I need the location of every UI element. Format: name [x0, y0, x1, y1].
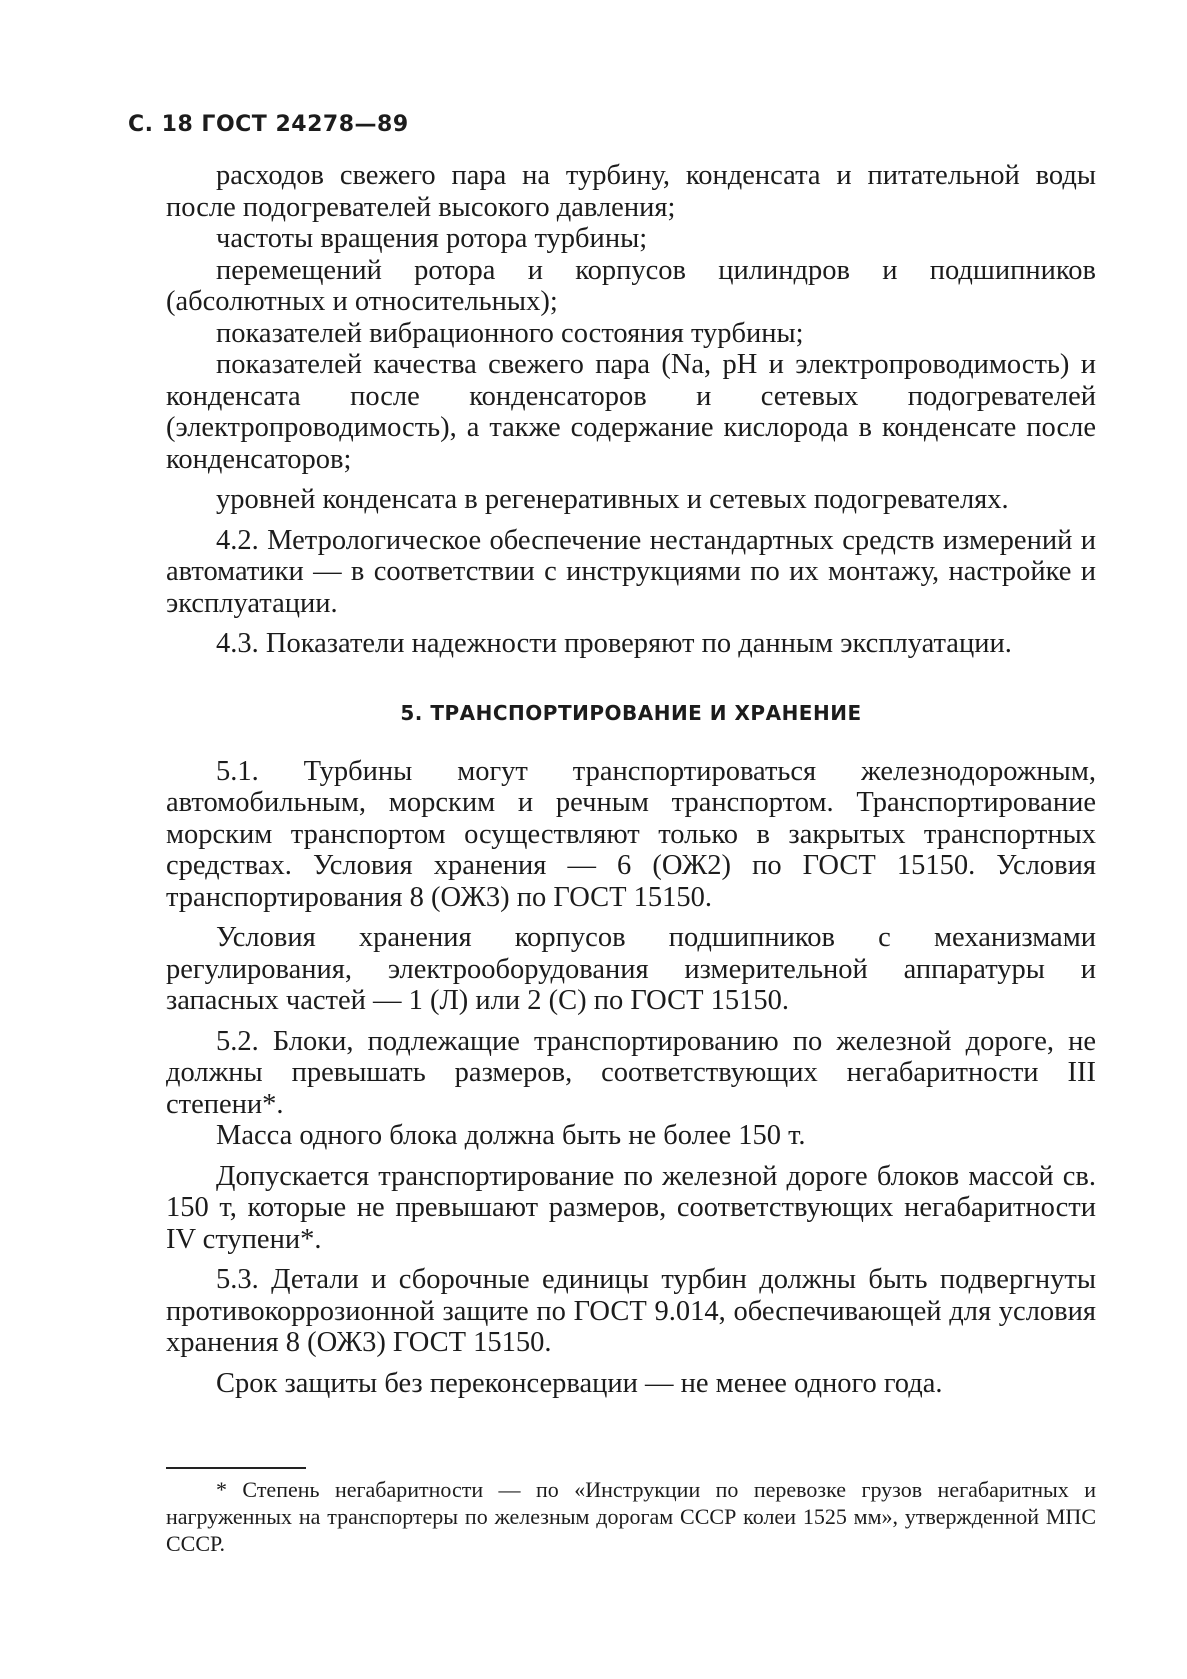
- paragraph-protection-term: Срок защиты без переконсервации — не менее одного года.: [216, 1367, 943, 1399]
- list-item-rotor-displacement: перемещений ротора и корпусов цилиндров и подшипников (абсолютных и относительных);: [166, 254, 1096, 317]
- paragraph-block-mass: Масса одного блока должна быть не более 150 т.: [216, 1120, 806, 1151]
- list-item-steam-quality: показателей качества свежего пара (Na, pH и электропроводимость) и конденсата после конденсаторов и сетевых подогревателей (электропроводимость), а также содержание кислорода в конденсате после конденсаторов;: [166, 349, 1096, 475]
- paragraph-5-1: 5.1. Турбины могут транспортироваться железнодорожным, автомобильным, морским и речным транспортом. Транспортирование морским транспортом осуществляют только в закрытых транспортных средствах. Условия хранения — 6 (ОЖ2) по ГОСТ 15150. Условия транспортирования 8 (ОЖ3) по ГОСТ 15150.: [166, 755, 1096, 913]
- paragraph-4-2: 4.2. Метрологическое обеспечение нестандартных средств измерений и автоматики — в соответствии с инструкциями по их монтажу, настройке и эксплуатации.: [166, 524, 1096, 619]
- paragraph-4-3: 4.3. Показатели надежности проверяют по данным эксплуатации.: [216, 628, 1012, 659]
- list-item-steam-flow: расходов свежего пара на турбину, конденсата и питательной воды после подогревателей высокого давления;: [166, 160, 1096, 223]
- section-5-title: 5. ТРАНСПОРТИРОВАНИЕ И ХРАНЕНИЕ: [400, 700, 862, 725]
- paragraph-5-3: 5.3. Детали и сборочные единицы турбин должны быть подвергнуты противокоррозионной защите по ГОСТ 9.014, обеспечивающей для условия хранения 8 (ОЖ3) ГОСТ 15150.: [166, 1264, 1096, 1358]
- footnote-text: * Степень негабаритности — по «Инструкции по перевозке грузов негабаритных и нагруженных на транспортеры по железным дорогам СССР колеи 1525 мм», утвержденной МПС СССР.: [166, 1477, 1096, 1556]
- list-item-rotor-speed: частоты вращения ротора турбины;: [216, 223, 648, 254]
- page-header: С. 18 ГОСТ 24278—89: [128, 112, 409, 137]
- footnote-divider: [166, 1467, 306, 1469]
- list-item-condensate-levels: уровней конденсата в регенеративных и сетевых подогревателях.: [216, 484, 1009, 515]
- paragraph-heavy-transport: Допускается транспортирование по железной дороге блоков массой св. 150 т, которые не превышают размеров, соответствующих негабаритности IV ступени*.: [166, 1160, 1096, 1255]
- paragraph-5-2: 5.2. Блоки, подлежащие транспортированию по железной дороге, не должны превышать размеров, соответствующих негабаритности III степени*.: [166, 1025, 1096, 1120]
- footnote: [166, 1476, 1096, 1557]
- paragraph-storage-conditions: Условия хранения корпусов подшипников с механизмами регулирования, электрооборудования измерительной аппаратуры и запасных частей — 1 (Л) или 2 (С) по ГОСТ 15150.: [166, 922, 1096, 1016]
- list-item-vibration: показателей вибрационного состояния турбины;: [216, 317, 804, 349]
- body-text: [166, 160, 1096, 1399]
